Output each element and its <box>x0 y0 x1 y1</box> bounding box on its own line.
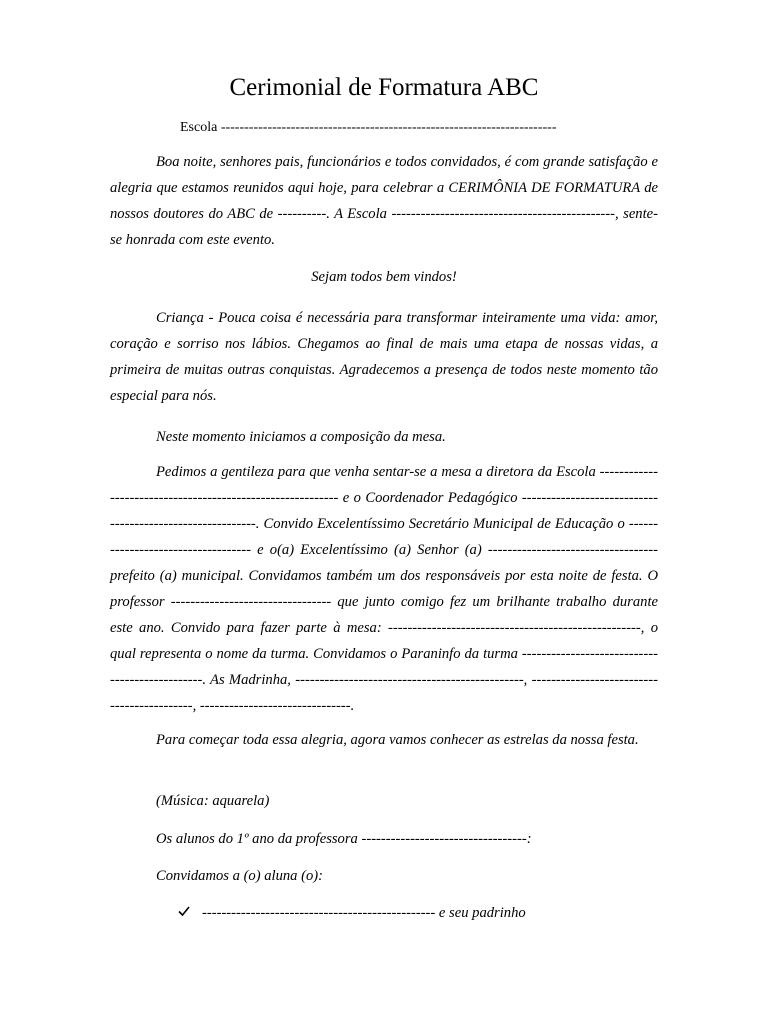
checklist-item-text: ------------------------------------------------ e seu padrinho <box>202 905 526 921</box>
checklist-item <box>178 900 526 926</box>
opening-paragraph: Boa noite, senhores pais, funcionários e todos convidados, é com grande satisfação e alegria que estamos reunidos aqui hoje, para celebrar a CERIMÔNIA DE FORMATURA de nossos doutores do ABC de ----------. A Escola ----------------------------------------------, sente-se honrada com este evento. <box>110 154 658 248</box>
escola-line: Escola ------------------------------------------------------------------------ <box>180 120 557 135</box>
welcome-line: Sejam todos bem vindos! <box>311 269 457 285</box>
document-title: Cerimonial de Formatura ABC <box>229 74 539 101</box>
mesa-invitation-paragraph: Pedimos a gentileza para que venha sentar-se a mesa a diretora da Escola ----------------------------------------------------------- e o Coordenador Pedagógico ----------------------------------------------------------. Convido Excelentíssimo Secretário Municipal de Educação o ----------------------------------- e o(a) Excelentíssimo (a) Senhor (a) ----------------------------------- prefeito (a) municipal. Convidamos também um dos responsáveis por esta noite de festa. O professor --------------------------------- que junto comigo fez um brilhante trabalho durante este ano. Convido para fazer parte à mesa: ----------------------------------------------------, o qual representa o nome da turma. Convidamos o Paraninfo da turma -----------------------------------------------. As Madrinha, -----------------------------------------------, -------------------------------------------, -------------------------------. <box>110 464 658 714</box>
checkmark-icon <box>178 900 192 926</box>
invite-line: Convidamos a (o) aluna (o): <box>156 868 323 884</box>
music-line: (Música: aquarela) <box>156 793 270 809</box>
crianca-paragraph: Criança - Pouca coisa é necessária para transformar inteiramente uma vida: amor, coração e sorriso nos lábios. Chegamos ao final de mais uma etapa de nossas vidas, a primeira de muitas outras conquistas. Agradecemos a presença de todos neste momento tão especial para nós. <box>110 310 658 404</box>
stars-paragraph: Para começar toda essa alegria, agora vamos conhecer as estrelas da nossa festa. <box>156 732 639 748</box>
students-line: Os alunos do 1º ano da professora ----------------------------------: <box>156 831 532 847</box>
mesa-composition-line: Neste momento iniciamos a composição da mesa. <box>156 429 446 445</box>
